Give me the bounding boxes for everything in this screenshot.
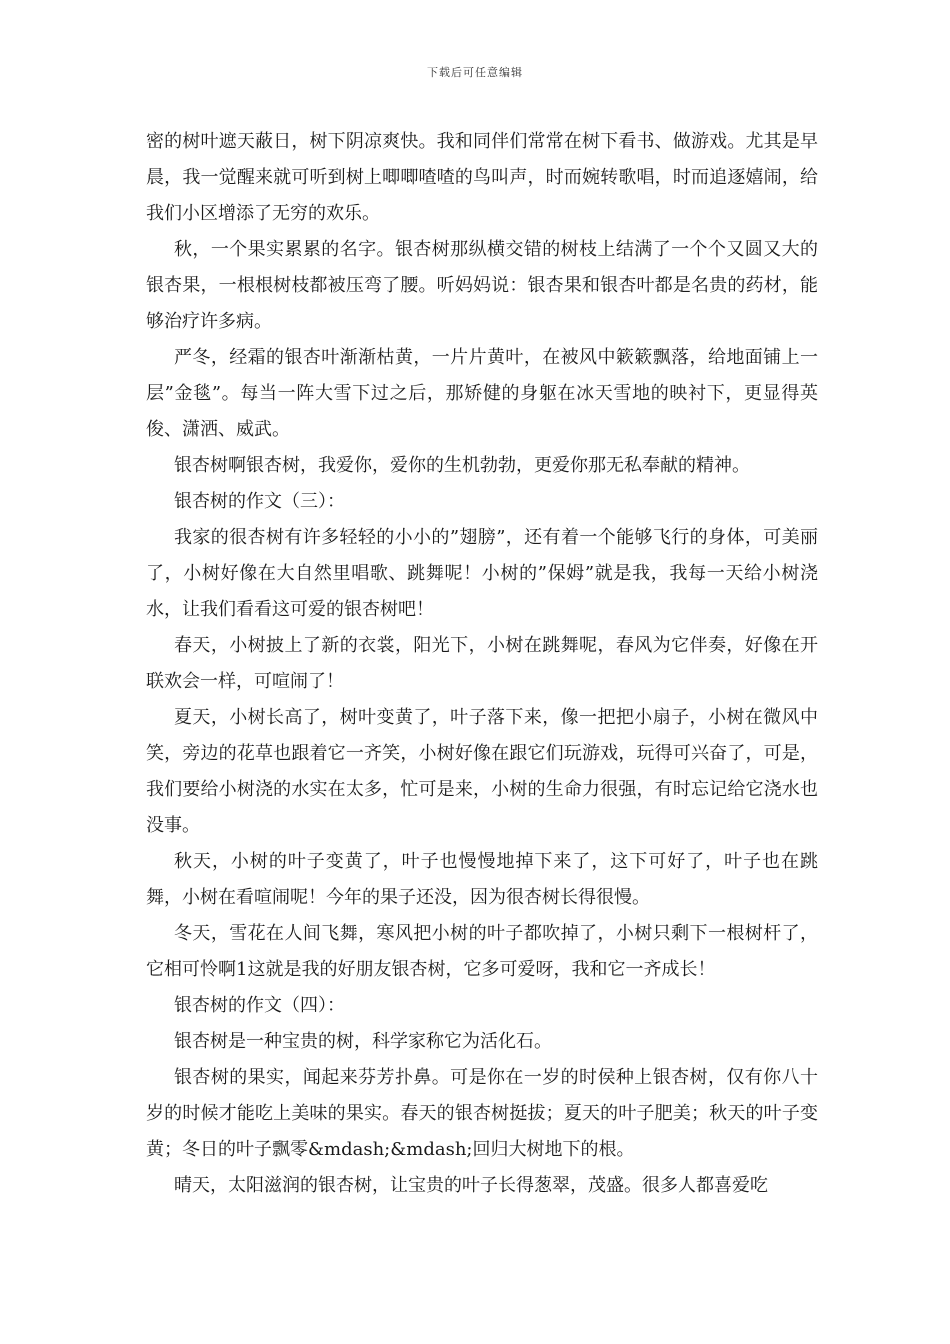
paragraph-6: 春天，小树披上了新的衣裳，阳光下，小树在跳舞呢，春风为它伴奏，好像在开联欢会一样，可喧闹了！ [146, 635, 818, 692]
document-body [146, 124, 818, 1204]
paragraph-5: 我家的很杏树有许多轻轻的小小的”翅膀”，还有着一个能够飞行的身体，可美丽了，小树好像在大自然里唱歌、跳舞呢！小树的”保姆”就是我，我每一天给小树浇水，让我们看看这可爱的银杏树吧！ [146, 527, 818, 620]
paragraph-8: 秋天，小树的叶子变黄了，叶子也慢慢地掉下来了，这下可好了，叶子也在跳舞，小树在看喧闹呢！今年的果子还没，因为很杏树长得很慢。 [146, 851, 818, 908]
paragraph-11: 银杏树的果实，闻起来芬芳扑鼻。可是你在一岁的时侯种上银杏树，仅有你八十岁的时候才能吃上美味的果实。春天的银杏树挺拔；夏天的叶子肥美；秋天的叶子变黄；冬日的叶子飘零&mdash;&mdash;回归大树地下的根。 [146, 1067, 818, 1160]
paragraph-2: 秋，一个果实累累的名字。银杏树那纵横交错的树枝上结满了一个个又圆又大的银杏果，一根根树枝都被压弯了腰。听妈妈说：银杏果和银杏叶都是名贵的药材，能够治疗许多病。 [146, 239, 818, 332]
paragraph-7: 夏天，小树长高了，树叶变黄了，叶子落下来，像一把把小扇子，小树在微风中笑，旁边的花草也跟着它一齐笑，小树好像在跟它们玩游戏，玩得可兴奋了，可是，我们要给小树浇的水实在太多，忙可是来，小树的生命力很强，有时忘记给它浇水也没事。 [146, 707, 818, 836]
page-header: 下载后可任意编辑 [427, 66, 523, 79]
paragraph-1: 密的树叶遮天蔽日，树下阴凉爽快。我和同伴们常常在树下看书、做游戏。尤其是早晨，我一觉醒来就可听到树上唧唧喳喳的鸟叫声，时而婉转歌唱，时而追逐嬉闹，给我们小区增添了无穷的欢乐。 [146, 131, 818, 224]
paragraph-12: 晴天，太阳滋润的银杏树，让宝贵的叶子长得葱翠，茂盛。很多人都喜爱吃 [174, 1175, 768, 1196]
paragraph-3: 严冬，经霜的银杏叶渐渐枯黄，一片片黄叶，在被风中簌簌飘落，给地面铺上一层”金毯”。每当一阵大雪下过之后，那矫健的身躯在冰天雪地的映衬下，更显得英俊、潇洒、威武。 [146, 347, 818, 440]
paragraph-4: 银杏树啊银杏树，我爱你，爱你的生机勃勃，更爱你那无私奉献的精神。 [174, 455, 750, 476]
paragraph-10: 银杏树是一种宝贵的树，科学家称它为活化石。 [174, 1031, 552, 1052]
section-heading-4: 银杏树的作文（四）： [174, 995, 345, 1016]
paragraph-9: 冬天，雪花在人间飞舞，寒风把小树的叶子都吹掉了，小树只剩下一根树杆了，它相可怜啊1这就是我的好朋友银杏树，它多可爱呀，我和它一齐成长！ [146, 923, 818, 980]
section-heading-3: 银杏树的作文（三）： [174, 491, 345, 512]
